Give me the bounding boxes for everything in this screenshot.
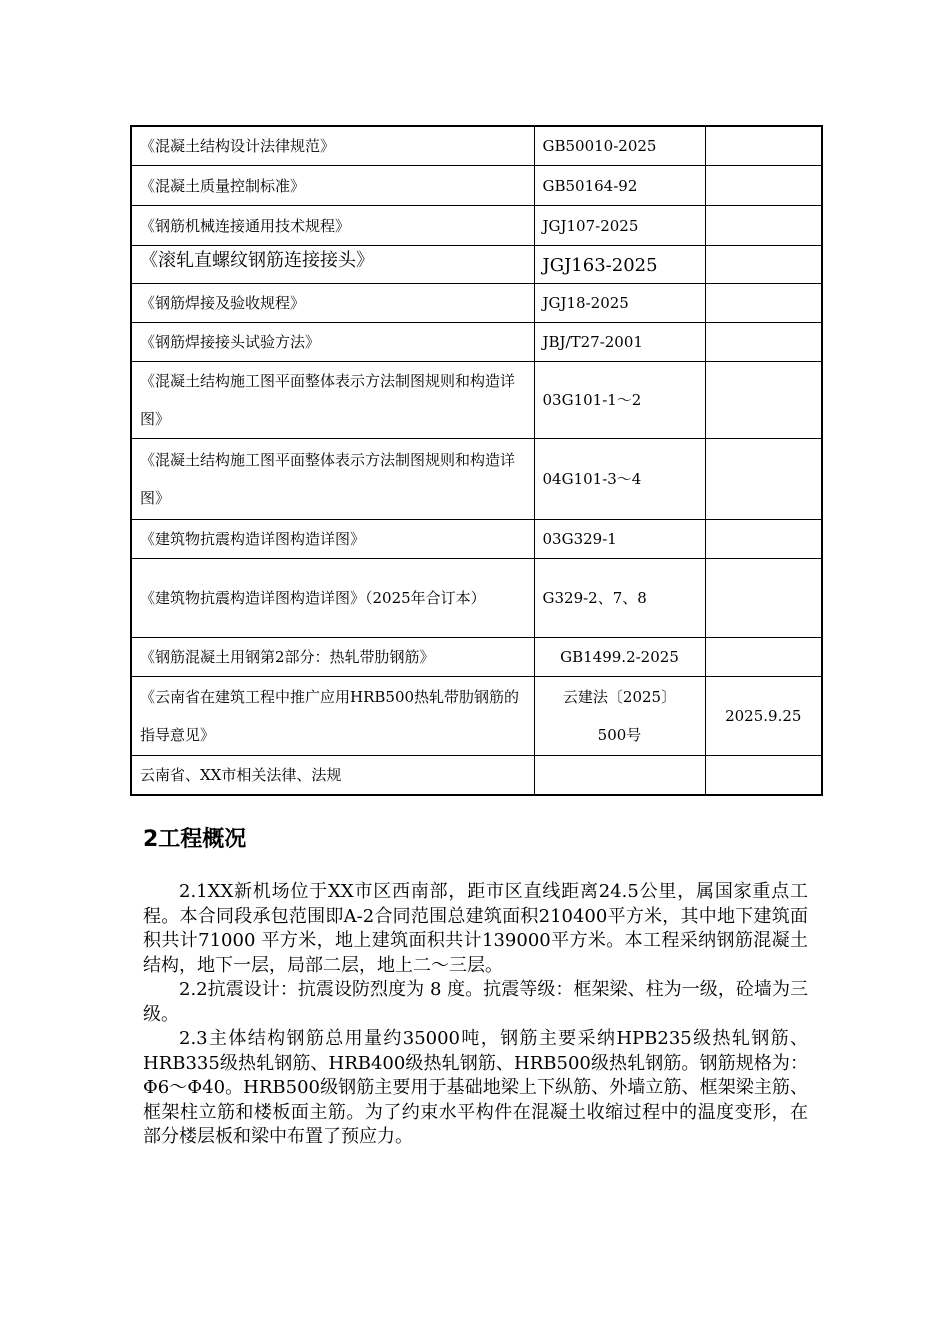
table-row bbox=[131, 520, 822, 559]
standard-name: 《钢筋焊接及验收规程》 bbox=[131, 284, 534, 323]
table-row bbox=[131, 677, 822, 756]
table-row bbox=[131, 362, 822, 439]
standard-date bbox=[705, 638, 822, 677]
table-row bbox=[131, 126, 822, 166]
standard-name: 《建筑物抗震构造详图构造详图》 bbox=[131, 520, 534, 559]
table-row bbox=[131, 756, 822, 796]
standard-code: GB50010-2025 bbox=[534, 126, 705, 166]
standard-name: 《钢筋混凝土用钢第2部分：热轧带肋钢筋》 bbox=[131, 638, 534, 677]
table-row bbox=[131, 246, 822, 284]
table-row bbox=[131, 638, 822, 677]
paragraph: 2.2抗震设计：抗震设防烈度为 8 度。抗震等级：框架梁、柱为一级，砼墙为三级。 bbox=[143, 979, 808, 1025]
section-body bbox=[143, 880, 808, 1150]
standard-date bbox=[705, 756, 822, 796]
standard-code: JBJ/T27-2001 bbox=[534, 323, 705, 362]
standard-date bbox=[705, 206, 822, 246]
table-row bbox=[131, 559, 822, 638]
standard-name: 《混凝土结构设计法律规范》 bbox=[131, 126, 534, 166]
table-row bbox=[131, 323, 822, 362]
standard-date bbox=[705, 362, 822, 439]
standard-name: 《建筑物抗震构造详图构造详图》（2025年合订本） bbox=[131, 559, 534, 638]
standard-code: 03G101-1～2 bbox=[534, 362, 705, 439]
standard-code: GB50164-92 bbox=[534, 166, 705, 206]
standard-date bbox=[705, 323, 822, 362]
standard-date bbox=[705, 439, 822, 520]
standard-name: 《滚轧直螺纹钢筋连接接头》 bbox=[131, 246, 534, 284]
standards-table bbox=[130, 125, 823, 796]
standard-code: 03G329-1 bbox=[534, 520, 705, 559]
standard-name: 《钢筋焊接接头试验方法》 bbox=[131, 323, 534, 362]
standard-name: 《混凝土结构施工图平面整体表示方法制图规则和构造详图》 bbox=[131, 439, 534, 520]
table-row bbox=[131, 206, 822, 246]
standard-date bbox=[705, 284, 822, 323]
standard-code: GB1499.2-2025 bbox=[534, 638, 705, 677]
standard-date bbox=[705, 246, 822, 284]
standard-date bbox=[705, 520, 822, 559]
standard-name: 《混凝土质量控制标准》 bbox=[131, 166, 534, 206]
standard-code: JGJ163-2025 bbox=[534, 246, 705, 284]
section-heading: 2工程概况 bbox=[143, 827, 247, 852]
table-row bbox=[131, 166, 822, 206]
standard-date bbox=[705, 126, 822, 166]
paragraph: 2.3主体结构钢筋总用量约35000吨，钢筋主要采纳HPB235级热轧钢筋、HRB335级热轧钢筋、HRB400级热轧钢筋、HRB500级热轧钢筋。钢筋规格为：Φ6～Φ40。HRB500级钢筋主要用于基础地梁上下纵筋、外墙立筋、框架梁主筋、框架柱立筋和楼板面主筋。为了约束水平构件在混凝土收缩过程中的温度变形，在部分楼层板和梁中布置了预应力。 bbox=[143, 1028, 808, 1147]
standard-code bbox=[534, 756, 705, 796]
standard-code: JGJ18-2025 bbox=[534, 284, 705, 323]
standard-code: 云建法〔2025〕500号 bbox=[534, 677, 705, 756]
paragraph: 2.1XX新机场位于XX市区西南部，距市区直线距离24.5公里，属国家重点工程。本合同段承包范围即A-2合同范围总建筑面积210400平方米，其中地下建筑面积共计71000 平方米，地上建筑面积共计139000平方米。本工程采纳钢筋混凝土结构，地下一层，局部二层，地上二～三层。 bbox=[143, 881, 808, 976]
standard-code: 04G101-3～4 bbox=[534, 439, 705, 520]
standard-name: 云南省、XX市相关法律、法规 bbox=[131, 756, 534, 796]
standard-name: 《云南省在建筑工程中推广应用HRB500热轧带肋钢筋的指导意见》 bbox=[131, 677, 534, 756]
standard-date bbox=[705, 166, 822, 206]
standard-code: G329-2、7、8 bbox=[534, 559, 705, 638]
standard-date: 2025.9.25 bbox=[705, 677, 822, 756]
table-row bbox=[131, 284, 822, 323]
table-row bbox=[131, 439, 822, 520]
standard-name: 《混凝土结构施工图平面整体表示方法制图规则和构造详图》 bbox=[131, 362, 534, 439]
standard-code: JGJ107-2025 bbox=[534, 206, 705, 246]
standard-name: 《钢筋机械连接通用技术规程》 bbox=[131, 206, 534, 246]
standard-date bbox=[705, 559, 822, 638]
